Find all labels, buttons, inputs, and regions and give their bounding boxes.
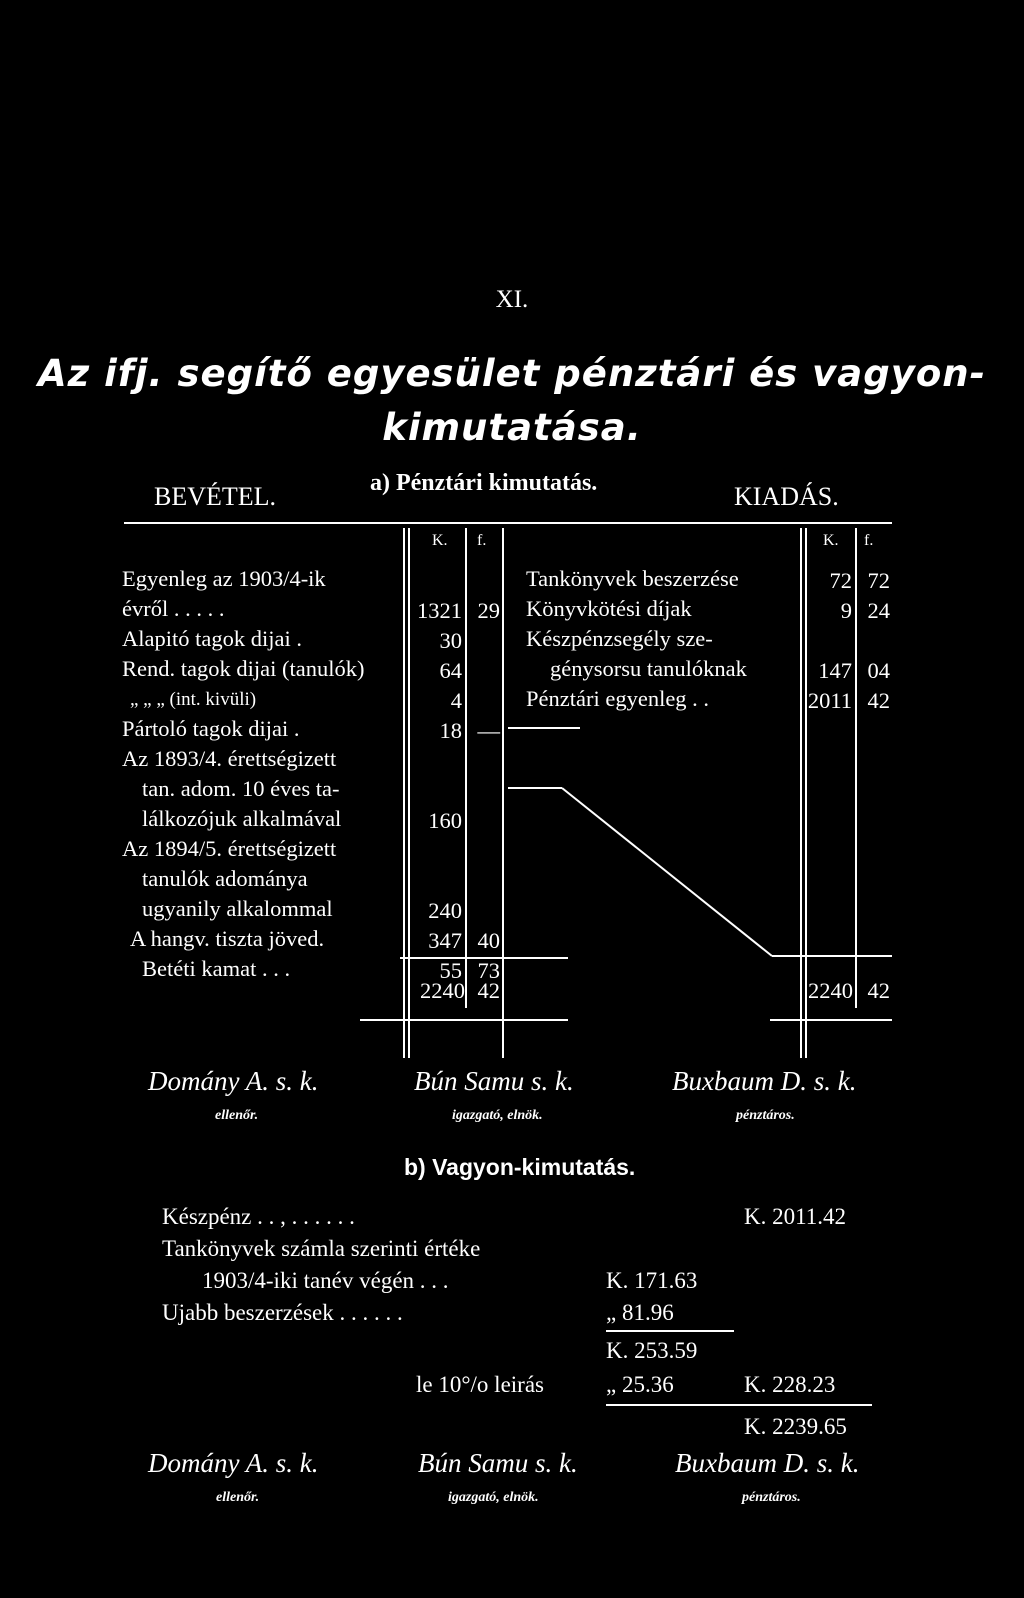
income-label: lálkozójuk alkalmával — [142, 806, 342, 831]
expense-korona: 9 — [840, 598, 852, 623]
page-title-line1: Az ifj. segítő egyesület pénztári és vagyon- — [38, 352, 986, 395]
income-label: Egyenleg az 1903/4-ik — [122, 566, 326, 591]
expense-korona: 72 — [829, 568, 852, 593]
signature-director-b: Bún Samu s. k. — [418, 1448, 578, 1478]
expense-filler: 04 — [867, 658, 890, 683]
expense-total-korona: 2240 — [808, 978, 853, 1003]
expense-filler: 24 — [867, 598, 890, 623]
expense-label: Készpénzsegély sze- — [526, 626, 713, 651]
role-treasurer-b: pénztáros. — [742, 1490, 801, 1505]
role-controller-a: ellenőr. — [215, 1108, 259, 1123]
income-korona-header: K. — [432, 532, 448, 549]
income-label: tan. adom. 10 éves ta- — [142, 776, 340, 801]
asset-mid-value: „ 81.96 — [606, 1300, 674, 1325]
asset-total-value: K. 2239.65 — [744, 1414, 847, 1439]
expense-korona: 147 — [818, 658, 852, 683]
asset-label: le 10°/o leirás — [416, 1372, 544, 1397]
income-korona: 30 — [439, 628, 462, 653]
asset-label: Ujabb beszerzések . . . . . . — [162, 1300, 403, 1325]
expense-filler: 42 — [867, 688, 890, 713]
income-filler: 40 — [477, 928, 500, 953]
expense-label: Pénztári egyenleg . . — [526, 686, 710, 711]
income-korona: 160 — [428, 808, 462, 833]
signature-controller-b: Domány A. s. k. — [148, 1448, 319, 1478]
income-header: BEVÉTEL. — [154, 482, 277, 511]
income-label: „ „ „ (int. kivüli) — [130, 689, 257, 710]
income-total-korona: 2240 — [420, 978, 465, 1003]
page-title-line2: kimutatása. — [382, 406, 642, 449]
role-controller-b: ellenőr. — [216, 1490, 260, 1505]
income-label: évről . . . . . — [122, 596, 225, 621]
signature-director-a: Bún Samu s. k. — [414, 1066, 574, 1096]
income-label: A hangv. tiszta jöved. — [130, 926, 325, 951]
expense-total-filler: 42 — [867, 978, 890, 1003]
income-label: Rend. tagok dijai (tanulók) — [122, 656, 365, 681]
expense-korona-header: K. — [823, 532, 839, 549]
expense-korona: 2011 — [807, 688, 852, 713]
total-rule — [606, 1404, 872, 1406]
expense-label: génysorsu tanulóknak — [550, 656, 747, 681]
role-treasurer-a: pénztáros. — [736, 1108, 795, 1123]
expense-label: Könyvkötési díjak — [526, 596, 692, 621]
income-label: ugyanily alkalommal — [142, 896, 333, 921]
role-director-a: igazgató, elnök. — [452, 1108, 543, 1123]
income-korona: 64 — [439, 658, 462, 683]
income-label: Alapitó tagok dijai . — [122, 626, 302, 651]
asset-label: Készpénz . . , . . . . . . — [162, 1204, 355, 1229]
income-filler: — — [477, 718, 500, 743]
asset-mid-value: K. 171.63 — [606, 1268, 698, 1293]
role-director-b: igazgató, elnök. — [448, 1490, 539, 1505]
income-korona: 1321 — [417, 598, 462, 623]
income-label: Pártoló tagok dijai . — [122, 716, 300, 741]
income-korona: 55 — [439, 958, 462, 983]
section-a-title: a) Pénztári kimutatás. — [370, 470, 598, 496]
income-total-filler: 42 — [477, 978, 500, 1003]
asset-label: 1903/4-iki tanév végén . . . — [202, 1268, 449, 1293]
expense-filler-header: f. — [864, 532, 874, 549]
income-filler: 29 — [477, 598, 500, 623]
asset-right-value: K. 228.23 — [744, 1372, 836, 1397]
expense-header: KIADÁS. — [734, 482, 839, 511]
income-label: tanulók adománya — [142, 866, 308, 891]
income-korona: 18 — [439, 718, 462, 743]
income-label: Az 1893/4. érettségizett — [122, 746, 337, 771]
asset-mid-value: „ 25.36 — [606, 1372, 674, 1397]
income-filler-header: f. — [477, 532, 487, 549]
page-number: XI. — [495, 286, 529, 313]
expense-filler: 72 — [867, 568, 890, 593]
income-korona: 240 — [428, 898, 462, 923]
income-korona: 4 — [450, 688, 462, 713]
signature-controller-a: Domány A. s. k. — [148, 1066, 319, 1096]
asset-label: Tankönyvek számla szerinti értéke — [162, 1236, 481, 1261]
signature-treasurer-b: Buxbaum D. s. k. — [675, 1448, 860, 1478]
income-filler: 73 — [477, 958, 500, 983]
income-label: Az 1894/5. érettségizett — [122, 836, 337, 861]
section-b-title: b) Vagyon-kimutatás. — [404, 1154, 636, 1180]
income-korona: 347 — [428, 928, 462, 953]
asset-mid-value: K. 253.59 — [606, 1338, 698, 1363]
subtotal-rule — [606, 1330, 734, 1332]
income-label: Betéti kamat . . . — [142, 956, 291, 981]
asset-right-value: K. 2011.42 — [744, 1204, 847, 1229]
signature-treasurer-a: Buxbaum D. s. k. — [672, 1066, 857, 1096]
expense-label: Tankönyvek beszerzése — [526, 566, 739, 591]
